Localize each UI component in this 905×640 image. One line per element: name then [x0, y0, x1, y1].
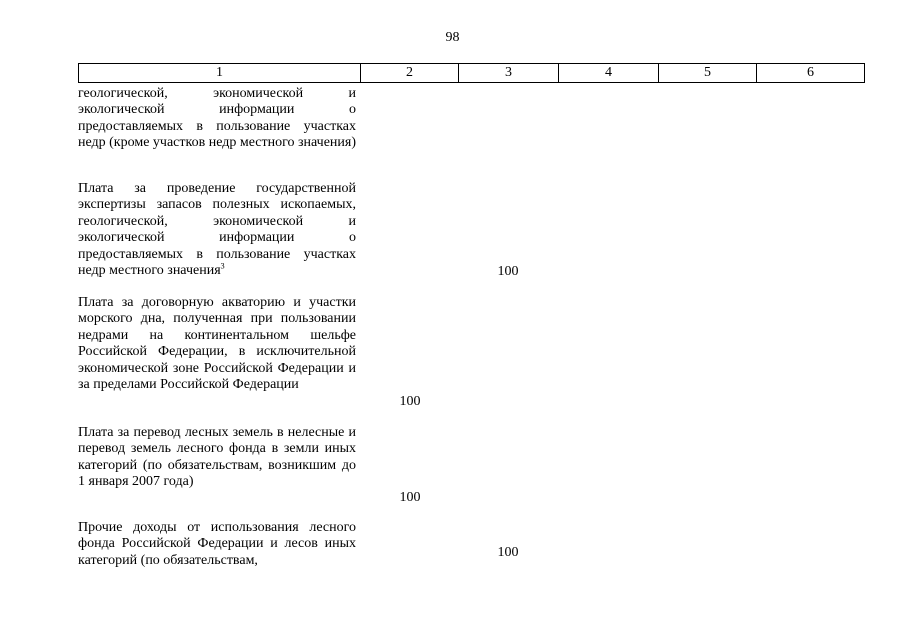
column-header-5: 5	[659, 64, 757, 83]
row-description-text: Плата за проведение государственной экспертизы запасов полезных ископаемых, геологической, экономической и экологической информации о предоставляемых в пользование участках недр местного значения	[78, 181, 356, 279]
row-description	[78, 181, 356, 279]
column-header-6: 6	[757, 64, 865, 83]
column-header-3: 3	[459, 64, 559, 83]
column-header-table	[78, 63, 865, 83]
row-description: геологической, экономической и экологической информации о предоставляемых в пользование участках недр (кроме участков недр местного значения)	[78, 86, 357, 151]
column-header-4: 4	[559, 64, 659, 83]
footnote-marker: 3	[220, 261, 225, 271]
column-header-1: 1	[79, 64, 361, 83]
page-number: 98	[445, 30, 460, 45]
row-value-col3: 100	[497, 545, 519, 560]
row-description: Плата за перевод лесных земель в нелесные и перевод земель лесного фонда в земли иных категорий (по обязательствам, возникшим до 1 января 2007 года)	[78, 425, 356, 490]
row-value-col2: 100	[399, 490, 421, 505]
row-value-col3: 100	[497, 264, 519, 279]
column-header-2: 2	[361, 64, 459, 83]
row-description: Прочие доходы от использования лесного фонда Российской Федерации и лесов иных категорий (по обязательствам,	[78, 520, 356, 568]
row-description: Плата за договорную акваторию и участки морского дна, полученная при пользовании недрами на континентальном шельфе Российской Федерации, в исключительной экономической зоне Российской Федерации и за пределами Российской Федерации	[78, 295, 356, 393]
row-value-col2: 100	[399, 394, 421, 409]
